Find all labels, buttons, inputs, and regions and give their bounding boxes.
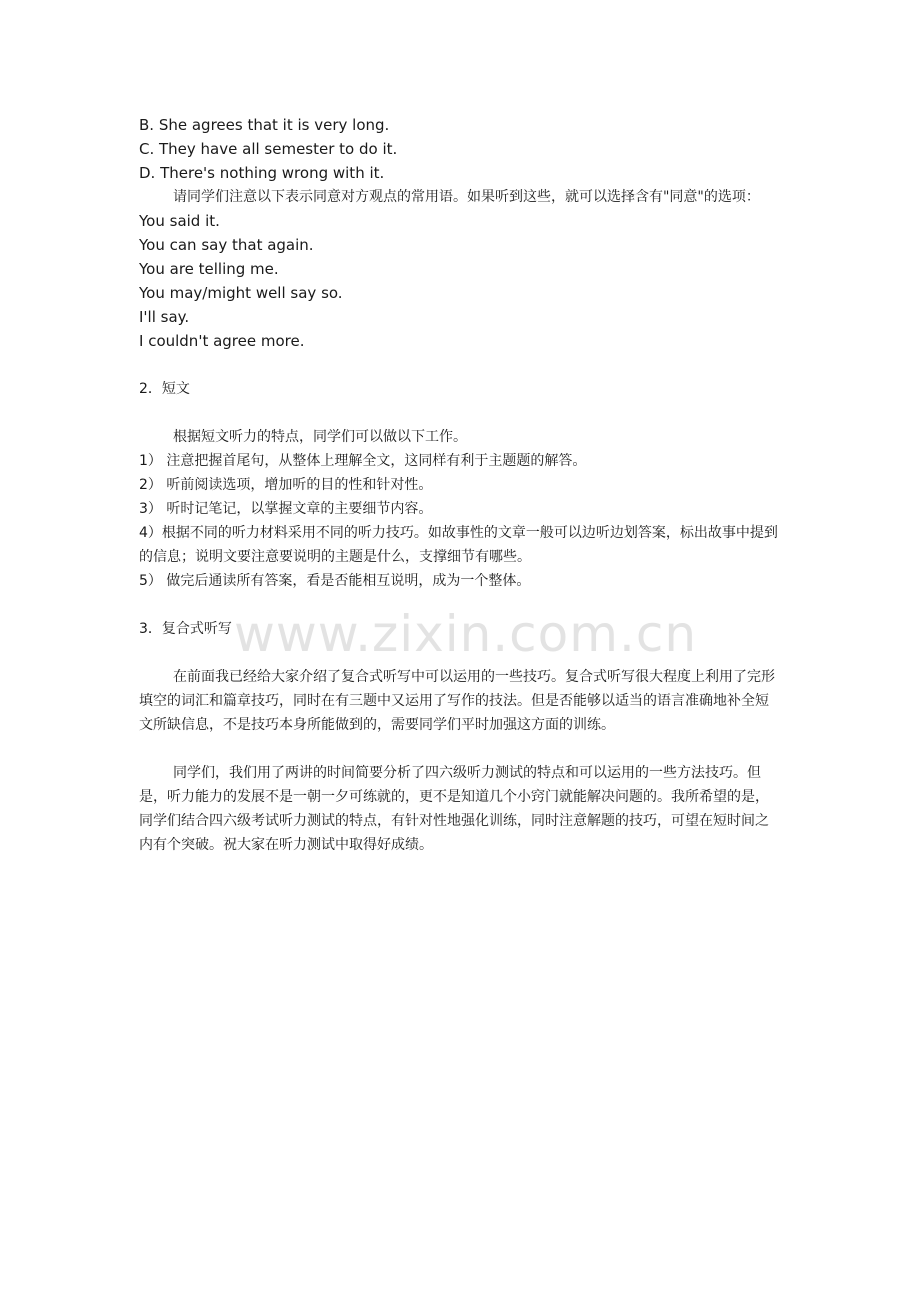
watermark-text: www.zixin.com.cn xyxy=(234,605,698,663)
agree-intro: 请同学们注意以下表示同意对方观点的常用语。如果听到这些，就可以选择含有"同意"的选项： xyxy=(173,189,760,205)
section-3-number: 3 xyxy=(139,621,148,637)
phrase-1: You said it. xyxy=(139,212,220,230)
list-item: 3） 听时记笔记，以掌握文章的主要细节内容。 xyxy=(139,501,433,517)
phrase-4: You may/might well say so. xyxy=(139,284,343,302)
list-item: 5） 做完后通读所有答案，看是否能相互说明，成为一个整体。 xyxy=(139,573,531,589)
section-2-heading xyxy=(139,377,781,401)
option-c: C. They have all semester to do it. xyxy=(139,140,398,158)
phrase-2: You can say that again. xyxy=(139,236,314,254)
section-3-title: ．复合式听写 xyxy=(147,621,232,637)
section-2-title: ．短文 xyxy=(147,381,190,397)
section-2-intro: 根据短文听力的特点，同学们可以做以下工作。 xyxy=(173,429,467,445)
list-item: 1） 注意把握首尾句，从整体上理解全文，这同样有利于主题题的解答。 xyxy=(139,453,587,469)
phrase-6: I couldn't agree more. xyxy=(139,332,305,350)
phrase-5: I'll say. xyxy=(139,308,190,326)
section-3-paragraph: 在前面我已经给大家介绍了复合式听写中可以运用的一些技巧。复合式听写很大程度上利用了完形填空的词汇和篇章技巧，同时在有三题中又运用了写作的技法。但是否能够以适当的语言准确地补全短文所缺信息，不是技巧本身所能做到的，需要同学们平时加强这方面的训练。 xyxy=(139,669,775,733)
list-item: 2） 听前阅读选项，增加听的目的性和针对性。 xyxy=(139,477,433,493)
option-d: D. There's nothing wrong with it. xyxy=(139,164,385,182)
section-2-number: 2 xyxy=(139,381,148,397)
phrase-3: You are telling me. xyxy=(139,260,279,278)
list-item: 4）根据不同的听力材料采用不同的听力技巧。如故事性的文章一般可以边听边划答案，标出故事中提到的信息；说明文要注意要说明的主题是什么，支撑细节有哪些。 xyxy=(139,525,778,565)
closing-paragraph: 同学们，我们用了两讲的时间简要分析了四六级听力测试的特点和可以运用的一些方法技巧。但是，听力能力的发展不是一朝一夕可练就的，更不是知道几个小窍门就能解决问题的。我所希望的是，同学们结合四六级考试听力测试的特点，有针对性地强化训练，同时注意解题的技巧，可望在短时间之内有个突破。祝大家在听力测试中取得好成绩。 xyxy=(139,765,769,853)
document-body xyxy=(139,113,781,857)
option-b: B. She agrees that it is very long. xyxy=(139,116,390,134)
